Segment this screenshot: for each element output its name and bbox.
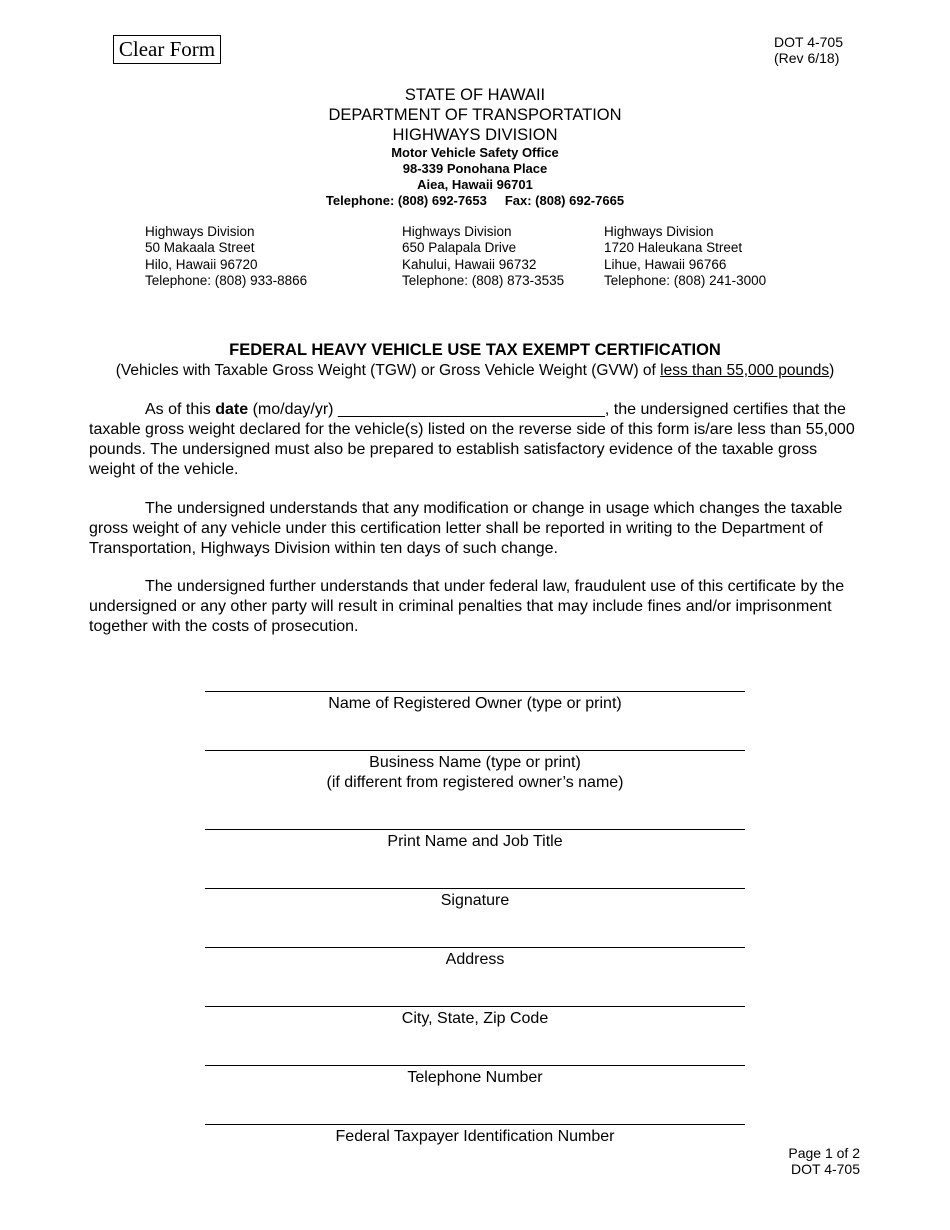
name-title-input[interactable] bbox=[205, 829, 745, 830]
division-name: HIGHWAYS DIVISION bbox=[392, 126, 558, 144]
state-name: STATE OF HAWAII bbox=[404, 86, 546, 104]
form-number: DOT 4-705 bbox=[774, 34, 843, 50]
office-name-line: Highways Division bbox=[402, 224, 512, 239]
page-footer bbox=[770, 1145, 860, 1177]
p1-date-format: (mo/day/yr) bbox=[248, 401, 338, 418]
signature-field bbox=[205, 888, 745, 911]
certification-paragraph-2 bbox=[89, 499, 857, 559]
office-address-kahului bbox=[402, 224, 564, 289]
name-title-field bbox=[205, 829, 745, 852]
office-name-line: Highways Division bbox=[145, 224, 255, 239]
agency-header bbox=[0, 85, 950, 209]
form-revision: (Rev 6/18) bbox=[774, 50, 840, 66]
city-state-zip-label: City, State, Zip Code bbox=[401, 1010, 549, 1027]
address-input[interactable] bbox=[205, 947, 745, 948]
name-title-label: Print Name and Job Title bbox=[387, 833, 563, 850]
p3-text: The undersigned further understands that under federal law, fraudulent use of this certificate by the undersigned or any other party will result in criminal penalties that may include fines and/or imprisonment together with the costs of prosecution. bbox=[89, 578, 845, 635]
taxpayer-id-label: Federal Taxpayer Identification Number bbox=[335, 1128, 615, 1145]
page-number: Page 1 of 2 bbox=[788, 1145, 860, 1161]
office-phone-line: Telephone: (808) 241-3000 bbox=[604, 272, 767, 288]
office-street-line: 650 Palapala Drive bbox=[402, 240, 517, 256]
date-field[interactable]: ______________________________ bbox=[337, 401, 605, 418]
office-address-hilo bbox=[145, 224, 307, 289]
office-fax: Fax: (808) 692-7665 bbox=[504, 193, 625, 208]
telephone-field bbox=[205, 1065, 745, 1088]
telephone-input[interactable] bbox=[205, 1065, 745, 1066]
office-phone-line: Telephone: (808) 933-8866 bbox=[145, 272, 308, 288]
office-city-line: Lihue, Hawaii 96766 bbox=[604, 256, 727, 272]
office-street-line: 1720 Haleukana Street bbox=[604, 240, 743, 256]
p2-text: The undersigned understands that any modification or change in usage which changes the taxable gross weight of any vehicle under this certification letter shall be reported in writing to the Department of Transportation, Highways Division within ten days of such change. bbox=[89, 500, 843, 557]
office-street-line: 50 Makaala Street bbox=[145, 240, 255, 256]
signature-label: Signature bbox=[440, 892, 510, 909]
city-state-zip-field bbox=[205, 1006, 745, 1029]
p1-start: As of this bbox=[145, 401, 216, 418]
clear-form-button[interactable]: Clear Form bbox=[113, 35, 221, 64]
department-name: DEPARTMENT OF TRANSPORTATION bbox=[328, 106, 622, 124]
registered-owner-label: Name of Registered Owner (type or print) bbox=[328, 695, 622, 712]
form-number-block bbox=[774, 34, 843, 66]
taxpayer-id-input[interactable] bbox=[205, 1124, 745, 1125]
office-address-lihue bbox=[604, 224, 766, 289]
address-label: Address bbox=[445, 951, 505, 968]
office-contact bbox=[0, 193, 950, 209]
business-name-field bbox=[205, 750, 745, 793]
subtitle-weight-limit: less than 55,000 pounds bbox=[660, 362, 830, 379]
signature-input[interactable] bbox=[205, 888, 745, 889]
office-city-line: Hilo, Hawaii 96720 bbox=[145, 256, 258, 272]
subtitle-suffix: ) bbox=[829, 362, 835, 379]
certification-title: FEDERAL HEAVY VEHICLE USE TAX EXEMPT CERTIFICATION bbox=[229, 341, 721, 359]
p1-date-bold: date bbox=[215, 401, 249, 418]
office-name: Motor Vehicle Safety Office bbox=[391, 145, 559, 160]
business-name-note: (if different from registered owner’s name) bbox=[326, 774, 624, 791]
footer-form-number: DOT 4-705 bbox=[791, 1161, 860, 1177]
city-state-zip-input[interactable] bbox=[205, 1006, 745, 1007]
address-field bbox=[205, 947, 745, 970]
taxpayer-id-field bbox=[205, 1124, 745, 1147]
office-telephone: Telephone: (808) 692-7653 bbox=[325, 193, 487, 208]
registered-owner-field bbox=[205, 691, 745, 714]
certification-subtitle bbox=[0, 362, 950, 380]
telephone-label: Telephone Number bbox=[407, 1069, 543, 1086]
office-phone-line: Telephone: (808) 873-3535 bbox=[402, 272, 565, 288]
office-name-line: Highways Division bbox=[604, 224, 714, 239]
registered-owner-input[interactable] bbox=[205, 691, 745, 692]
office-city: Aiea, Hawaii 96701 bbox=[417, 177, 533, 192]
office-city-line: Kahului, Hawaii 96732 bbox=[402, 256, 537, 272]
certification-paragraph-3 bbox=[89, 577, 857, 637]
p1-rest: , the undersigned certifies that the taxable gross weight declared for the vehicle(s) listed on the reverse side of this form is/are less than 55,000 pounds. The undersigned must also be prepared to establish satisfactory evidence of the taxable gross weight of the vehicle. bbox=[89, 401, 855, 478]
business-name-input[interactable] bbox=[205, 750, 745, 751]
certification-paragraph-1 bbox=[89, 400, 857, 480]
office-street: 98-339 Ponohana Place bbox=[402, 161, 548, 176]
subtitle-prefix: (Vehicles with Taxable Gross Weight (TGW) or Gross Vehicle Weight (GVW) of bbox=[115, 362, 661, 379]
business-name-label: Business Name (type or print) bbox=[369, 754, 581, 771]
